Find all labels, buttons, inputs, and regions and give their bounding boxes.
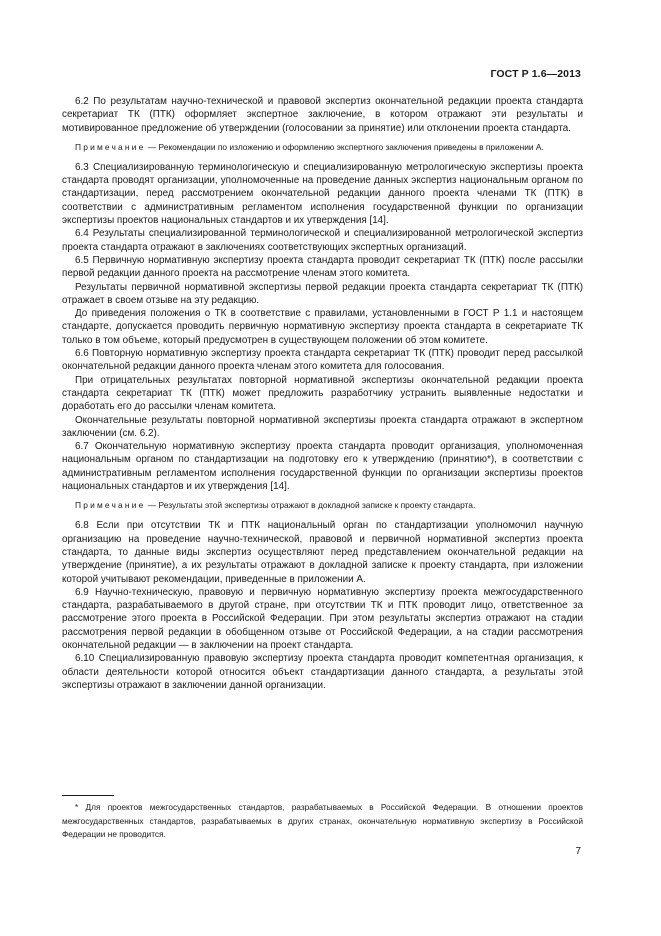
paragraph-6-5-transition: До приведения положения о ТК в соответствие с правилами, установленными в ГОСТ Р 1.1 и настоящем стандарте, допускается проводить первичную нормативную экспертизу проекта стандарта в секретариате ТК только в том объеме, который предусмотрен в существующем положении об этом комитете. — [62, 308, 583, 346]
paragraph-6-4: 6.4 Результаты специализированной терминологической и специализированной метрологической экспертиз проекта стандарта отражают в заключениях соответствующих экспертных организаций. — [62, 228, 583, 253]
paragraph-6-3: 6.3 Специализированную терминологическую и специализированную метрологическую экспертизы проекта стандарта проводят организации, уполномоченные на проведение данных экспертиз национальным органом по стандартизации, перед рассмотрением окончательной редакции данного проекта членами ТК (ПТК) в соответствии с административным регламентом исполнения государственной функции по организации экспертизы проектов национальных стандартов и их утверждения [14]. — [62, 161, 583, 227]
paragraph-6-2: 6.2 По результатам научно-технической и правовой экспертиз окончательной редакции проекта стандарта секретариат ТК (ПТК) оформляет экспертное заключение, в котором отражают эти результаты и мотивированное предложение об утверждении (голосовании за принятие) или отклонении проекта стандарта. — [62, 96, 583, 134]
note-1 — [62, 141, 583, 153]
paragraph-6-9: 6.9 Научно-техническую, правовую и первичную нормативную экспертизу проекта межгосударственного стандарта, разрабатываемого в другой стране, при отсутствии ТК и ПТК проводит лицо, ответственное за рассмотрение этого проекта в Российской Федерации. При этом результаты экспертиз отражают на стадии рассмотрения первой редакции в обобщенном отзыве от Российской Федерации, а на стадии рассмотрения окончательной редакции — в заключении на проект стандарта. — [62, 586, 583, 651]
paragraph-6-5: 6.5 Первичную нормативную экспертизу проекта стандарта проводит секретариат ТК (ПТК) после рассылки первой редакции данного проекта на рассмотрение членам этого комитета. — [62, 254, 583, 280]
footnote — [62, 801, 583, 842]
document-code-header: ГОСТ Р 1.6—2013 — [490, 68, 581, 80]
note-2-text: — Результаты этой экспертизы отражают в докладной записке к проекту стандарта. — [145, 500, 476, 511]
paragraph-6-6: 6.6 Повторную нормативную экспертизу проекта стандарта секретариат ТК (ПТК) проводит перед рассылкой окончательной редакции данного проекта членам этого комитета для голосования. — [62, 348, 583, 373]
paragraph-6-7: 6.7 Окончательную нормативную экспертизу проекта стандарта проводит организация, уполномоченная национальным органом по стандартизации на подготовку его к утверждению (принятию*), в соответствии с административным регламентом исполнения государственной функции по организации экспертизы проектов национальных стандартов и их утверждения [14]. — [62, 441, 583, 493]
paragraph-6-8: 6.8 Если при отсутствии ТК и ПТК национальный орган по стандартизации уполномочил научную организацию на проведение научно-технической, правовой и первичной нормативной экспертиз проекта стандарта, то данные виды экспертиз осуществляют перед представлением окончательной редакции на утверждение (принятие), а их результаты отражают в докладной записке к проекту стандарта, при изложении которой учитывают рекомендации, приведенные в приложении А. — [62, 520, 583, 585]
note-2 — [62, 499, 583, 511]
note-1-label: Примечание — [75, 141, 146, 152]
page-number: 7 — [575, 846, 581, 857]
footnote-divider — [62, 795, 114, 796]
paragraph-6-6-negative: При отрицательных результатах повторной нормативной экспертизы окончательной редакции проекта стандарта секретариат ТК (ПТК) может предложить разработчику устранить выявленные недостатки и доработать его до рассылки членам комитета. — [62, 374, 583, 413]
paragraph-6-6-final: Окончательные результаты повторной нормативной экспертизы проекта стандарта отражают в экспертном заключении (см. 6.2). — [62, 414, 583, 439]
footnote-text: * Для проектов межгосударственных стандартов, разрабатываемых в Российской Федерации. В отношении проектов межгосударственных стандартов, разрабатываемых в других странах, окончательную нормативную экспертизу в Российской Федерации не проводится. — [62, 802, 583, 840]
note-2-label: Примечание — [75, 500, 146, 511]
paragraph-6-5-results: Результаты первичной нормативной экспертизы первой редакции проекта стандарта секретариат ТК (ПТК) отражает в своем отзыве на эту редакцию. — [62, 281, 583, 306]
document-body — [62, 95, 583, 692]
paragraph-6-10: 6.10 Специализированную правовую экспертизу проекта стандарта проводит компетентная организация, к области деятельности которой относится объект стандартизации данного стандарта, а результаты этой экспертизы отражают в заключении данной организации. — [62, 653, 583, 691]
note-1-text: — Рекомендации по изложению и оформлению экспертного заключения приведены в приложении А. — [145, 141, 544, 152]
